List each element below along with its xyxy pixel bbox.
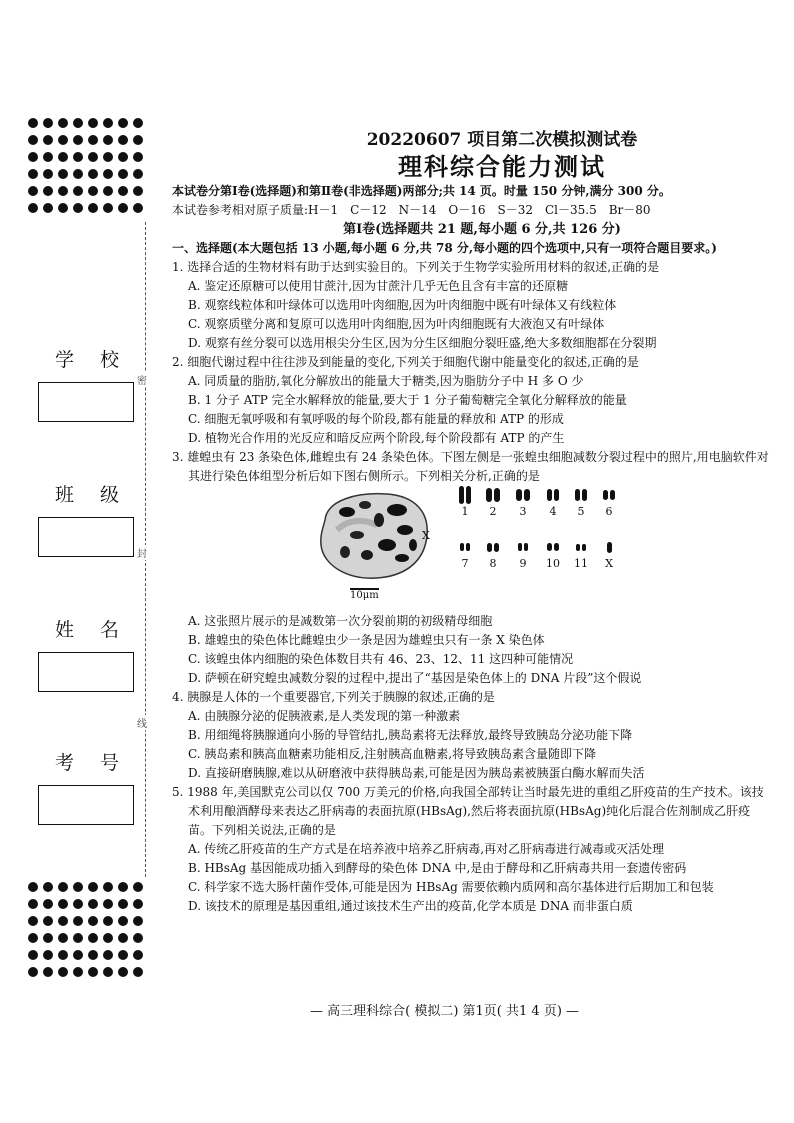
binding-dot — [133, 967, 143, 977]
binding-dot — [58, 135, 68, 145]
class-input-box[interactable] — [38, 517, 134, 557]
binding-dot — [118, 186, 128, 196]
binding-dot — [43, 118, 53, 128]
exam-number-input-box[interactable] — [38, 785, 134, 825]
binding-dot — [28, 916, 38, 926]
binding-dot — [88, 916, 98, 926]
binding-dot — [133, 186, 143, 196]
binding-dot — [103, 967, 113, 977]
binding-dot — [88, 186, 98, 196]
question-stem: 2. 细胞代谢过程中往往涉及到能量的变化,下列关于细胞代谢中能量变化的叙述,正确的是 — [172, 355, 639, 369]
binding-dot — [28, 118, 38, 128]
option-d: D. 萨顿在研究蝗虫减数分裂的过程中,提出了“基因是染色体上的 DNA 片段”这个假说 — [188, 671, 642, 685]
binding-dot — [58, 916, 68, 926]
karyotype-label: 4 — [549, 505, 557, 518]
binding-dot — [73, 169, 83, 179]
binding-dot — [88, 169, 98, 179]
binding-dot — [28, 203, 38, 213]
karyotype-item — [452, 488, 478, 521]
class-label: 班 级 — [54, 484, 130, 506]
binding-dot — [43, 152, 53, 162]
option-a: A. 由胰腺分泌的促胰液素,是人类发现的第一种激素 — [188, 709, 461, 723]
binding-dot — [73, 882, 83, 892]
cell-micrograph-image — [317, 490, 432, 580]
binding-dot — [58, 899, 68, 909]
binding-dot — [103, 118, 113, 128]
option-a: A. 传统乙肝疫苗的生产方式是在培养液中培养乙肝病毒,再对乙肝病毒进行减毒或灭活处理 — [188, 842, 665, 856]
binding-dot — [43, 899, 53, 909]
exam-title: 20220607 项目第二次模拟测试卷 — [366, 130, 638, 150]
binding-dot — [73, 118, 83, 128]
name-input-box[interactable] — [38, 652, 134, 692]
exam-number-field — [38, 748, 138, 825]
binding-dot — [43, 916, 53, 926]
atomic-masses: 本试卷参考相对原子质量:H－1 C－12 N－14 O－16 S－32 Cl－35.5 Br－80 — [172, 203, 651, 217]
binding-dot — [88, 203, 98, 213]
question-stem: 3. 雄蝗虫有 23 条染色体,雌蝗虫有 24 条染色体。下图左侧是一张蝗虫细胞减数分裂过程中的照片,用电脑软件对其进行染色体组型分析后如下图右侧所示。下列相关分析,正确的是 — [172, 450, 769, 483]
option-c: C. 细胞无氧呼吸和有氧呼吸的每个阶段,都有能量的释放和 ATP 的形成 — [188, 412, 564, 426]
binding-dot — [103, 882, 113, 892]
binding-dot — [103, 899, 113, 909]
binding-dot — [103, 135, 113, 145]
binding-dot — [43, 882, 53, 892]
exam-info: 本试卷分第Ⅰ卷(选择题)和第Ⅱ卷(非选择题)两部分;共 14 页。时量 150 分钟,满分 300 分。 — [172, 184, 671, 198]
binding-dot — [73, 899, 83, 909]
binding-dot — [118, 882, 128, 892]
binding-dot — [28, 899, 38, 909]
chromosome-figure — [172, 488, 772, 608]
option-b: B. 用细绳将胰腺通向小肠的导管结扎,胰岛素将无法释放,最终导致胰岛分泌功能下降 — [188, 728, 633, 742]
binding-dot — [118, 950, 128, 960]
karyotype-label: 9 — [519, 557, 527, 570]
binding-dot — [118, 203, 128, 213]
binding-dot — [43, 135, 53, 145]
karyotype-item — [540, 540, 566, 573]
binding-dot — [103, 933, 113, 943]
question-4 — [172, 688, 772, 783]
karyotype-item — [480, 488, 506, 521]
binding-dot — [133, 203, 143, 213]
binding-mark: 线 — [137, 715, 147, 730]
karyotype-item — [540, 488, 566, 521]
binding-dots-bottom — [28, 882, 148, 984]
binding-dot — [73, 186, 83, 196]
karyotype-label: 6 — [605, 505, 613, 518]
option-c: C. 该蝗虫体内细胞的染色体数目共有 46、23、12、11 这四种可能情况 — [188, 652, 574, 666]
binding-dot — [28, 169, 38, 179]
binding-mark: 密 — [137, 372, 147, 387]
binding-dot — [58, 882, 68, 892]
binding-dot — [88, 967, 98, 977]
binding-dot — [58, 967, 68, 977]
binding-dot — [88, 135, 98, 145]
binding-dot — [73, 950, 83, 960]
binding-dot — [73, 203, 83, 213]
option-b: B. 1 分子 ATP 完全水解释放的能量,要大于 1 分子葡萄糖完全氧化分解释放的能量 — [188, 393, 627, 407]
binding-dot — [133, 933, 143, 943]
binding-dot — [133, 916, 143, 926]
question-2 — [172, 353, 772, 448]
karyotype-item — [510, 488, 536, 521]
binding-dot — [28, 186, 38, 196]
option-a: A. 同质量的脂肪,氧化分解放出的能量大于糖类,因为脂肪分子中 H 多 O 少 — [188, 374, 584, 388]
option-c: C. 胰岛素和胰高血糖素功能相反,注射胰高血糖素,将导致胰岛素含量随即下降 — [188, 747, 597, 761]
binding-dot — [118, 152, 128, 162]
binding-dot — [133, 950, 143, 960]
question-stem: 1. 选择合适的生物材料有助于达到实验目的。下列关于生物学实验所用材料的叙述,正确的是 — [172, 260, 660, 274]
option-d: D. 观察有丝分裂可以选用根尖分生区,因为分生区细胞分裂旺盛,绝大多数细胞都在分裂期 — [188, 336, 657, 350]
binding-dot — [88, 899, 98, 909]
karyotype-item — [452, 540, 478, 573]
binding-dot — [118, 118, 128, 128]
binding-dot — [43, 169, 53, 179]
exam-content — [172, 128, 772, 916]
option-a: A. 这张照片展示的是减数第一次分裂前期的初级精母细胞 — [188, 614, 493, 628]
binding-dot — [133, 118, 143, 128]
karyotype-item — [596, 540, 622, 573]
karyotype-chart — [452, 488, 627, 598]
karyotype-item — [568, 488, 594, 521]
binding-dot — [88, 950, 98, 960]
binding-dot — [133, 152, 143, 162]
binding-dot — [118, 933, 128, 943]
binding-dot — [58, 169, 68, 179]
option-c: C. 观察质壁分离和复原可以选用叶肉细胞,因为叶肉细胞既有大液泡又有叶绿体 — [188, 317, 605, 331]
binding-dot — [28, 950, 38, 960]
binding-dot — [43, 950, 53, 960]
binding-dot — [73, 933, 83, 943]
karyotype-label: 8 — [489, 557, 497, 570]
option-b: B. 雄蝗虫的染色体比雌蝗虫少一条是因为雄蝗虫只有一条 X 染色体 — [188, 633, 545, 647]
karyotype-item — [510, 540, 536, 573]
karyotype-label: 11 — [574, 557, 588, 570]
option-c: C. 科学家不选大肠杆菌作受体,可能是因为 HBsAg 需要依赖内质网和高尔基体进行后期加工和包装 — [188, 880, 714, 894]
option-b: B. 观察线粒体和叶绿体可以选用叶肉细胞,因为叶肉细胞中既有叶绿体又有线粒体 — [188, 298, 617, 312]
binding-dot — [103, 203, 113, 213]
karyotype-item — [596, 488, 622, 521]
karyotype-label: 10 — [546, 557, 560, 570]
binding-dot — [43, 186, 53, 196]
school-input-box[interactable] — [38, 382, 134, 422]
exam-number-label: 考 号 — [54, 752, 130, 774]
option-d: D. 植物光合作用的光反应和暗反应两个阶段,每个阶段都有 ATP 的产生 — [188, 431, 565, 445]
binding-dot — [28, 882, 38, 892]
question-3 — [172, 448, 772, 688]
binding-dot — [58, 118, 68, 128]
binding-dot — [133, 882, 143, 892]
binding-dot — [58, 950, 68, 960]
binding-dot — [58, 186, 68, 196]
binding-dot — [43, 967, 53, 977]
karyotype-label: 3 — [519, 505, 527, 518]
school-label: 学 校 — [54, 349, 130, 371]
exam-subtitle: 理科综合能力测试 — [398, 153, 606, 181]
option-b: B. HBsAg 基因能成功插入到酵母的染色体 DNA 中,是由于酵母和乙肝病毒共用一套遗传密码 — [188, 861, 687, 875]
class-field — [38, 480, 138, 557]
option-d: D. 直接研磨胰腺,难以从研磨液中获得胰岛素,可能是因为胰岛素被胰蛋白酶水解而失活 — [188, 766, 645, 780]
binding-dot — [73, 916, 83, 926]
binding-dot — [103, 950, 113, 960]
option-a: A. 鉴定还原糖可以使用甘蔗汁,因为甘蔗汁几乎无色且含有丰富的还原糖 — [188, 279, 569, 293]
option-d: D. 该技术的原理是基因重组,通过该技术生产出的疫苗,化学本质是 DNA 而非蛋白质 — [188, 899, 633, 913]
karyotype-label: X — [605, 557, 613, 570]
binding-dot — [133, 135, 143, 145]
binding-dot — [118, 899, 128, 909]
binding-dot — [43, 933, 53, 943]
scale-bar: 10μm — [350, 590, 379, 601]
binding-dot — [88, 152, 98, 162]
binding-dot — [118, 967, 128, 977]
name-field — [38, 615, 138, 692]
karyotype-label: 5 — [577, 505, 585, 518]
binding-dot — [73, 967, 83, 977]
binding-dot — [133, 169, 143, 179]
question-5 — [172, 783, 772, 916]
binding-dot — [103, 186, 113, 196]
binding-dot — [118, 169, 128, 179]
binding-dot — [28, 933, 38, 943]
karyotype-label: 1 — [461, 505, 469, 518]
binding-dot — [103, 152, 113, 162]
binding-dot — [118, 916, 128, 926]
binding-dot — [88, 882, 98, 892]
page-footer: — 高三理科综合( 模拟二) 第1页( 共1 4 页) — — [310, 1004, 580, 1019]
binding-dot — [118, 135, 128, 145]
section-heading: 第Ⅰ卷(选择题共 21 题,每小题 6 分,共 126 分) — [343, 222, 621, 237]
binding-dot — [58, 152, 68, 162]
x-chromosome-label: X — [422, 529, 430, 542]
binding-dots-top — [28, 118, 148, 220]
karyotype-item — [568, 540, 594, 573]
binding-dot — [58, 203, 68, 213]
karyotype-label: 7 — [461, 557, 469, 570]
karyotype-label: 2 — [489, 505, 497, 518]
binding-dot — [43, 203, 53, 213]
binding-dot — [103, 916, 113, 926]
binding-dot — [133, 899, 143, 909]
binding-dot — [28, 152, 38, 162]
binding-dot — [28, 135, 38, 145]
binding-dot — [103, 169, 113, 179]
name-label: 姓 名 — [54, 619, 130, 641]
question-stem: 4. 胰腺是人体的一个重要器官,下列关于胰腺的叙述,正确的是 — [172, 690, 495, 704]
binding-dot — [88, 933, 98, 943]
school-field — [38, 345, 138, 422]
binding-dot — [28, 967, 38, 977]
binding-dot — [73, 152, 83, 162]
karyotype-item — [480, 540, 506, 573]
binding-dot — [58, 933, 68, 943]
binding-mark: 封 — [137, 545, 147, 560]
section-instruction: 一、选择题(本大题包括 13 小题,每小题 6 分,共 78 分,每小题的四个选项中,只有一项符合题目要求。) — [172, 241, 717, 255]
question-1 — [172, 258, 772, 353]
binding-dot — [88, 118, 98, 128]
question-stem: 5. 1988 年,美国默克公司以仅 700 万美元的价格,向我国全部转让当时最先进的重组乙肝疫苗的生产技术。该技术利用酿酒酵母来表达乙肝病毒的表面抗原(HBsAg),然后将表面抗原(HBsAg)纯化后混合佐剂制成乙肝疫苗。下列相关说法,正确的是 — [172, 785, 764, 837]
binding-dot — [73, 135, 83, 145]
